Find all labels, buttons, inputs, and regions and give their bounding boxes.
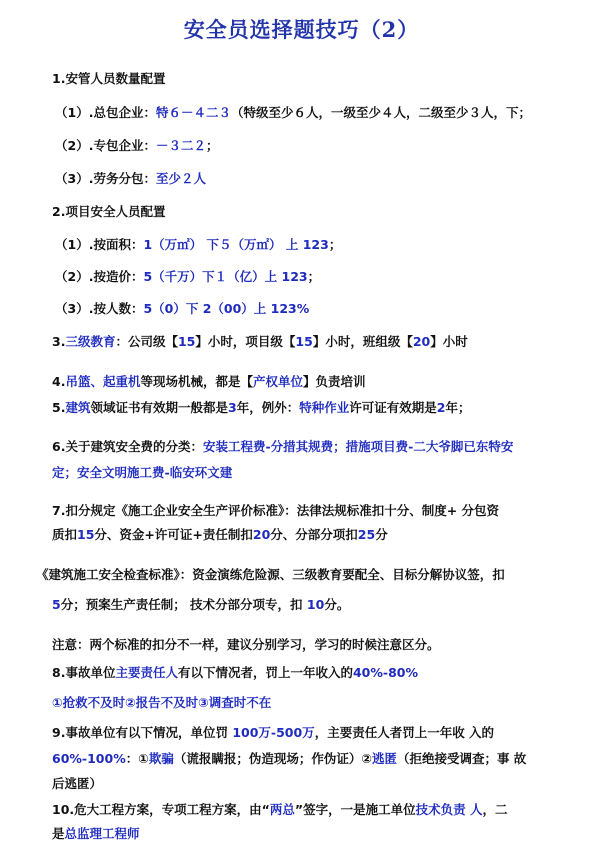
text-segment: ，二: [482, 802, 508, 817]
text-segment: 3.: [52, 334, 66, 349]
text-line: [52, 750, 526, 768]
text-segment: 分、分部分项扣: [270, 527, 358, 542]
text-line: [52, 464, 232, 482]
text-segment: 产权单位: [252, 374, 303, 389]
text-segment: 分；预案生产责任制； 技术分部分项专，扣: [60, 597, 307, 612]
text-line: [52, 373, 366, 391]
text-segment: 两总: [269, 802, 295, 817]
text-line: [52, 636, 440, 654]
text-segment: 主要责任人: [115, 665, 178, 680]
text-segment: （3）.按人数：: [55, 301, 144, 316]
text-segment: 有以下情况者，罚上一年收入的: [177, 665, 353, 680]
text-segment: 20: [252, 527, 271, 542]
text-line: [52, 775, 102, 793]
text-segment: 特种作业: [299, 400, 350, 415]
text-segment: 欺骗: [148, 751, 174, 766]
text-line: [52, 502, 499, 520]
text-segment: 逃匿: [371, 751, 397, 766]
text-line: [52, 333, 468, 351]
text-segment: 至少２人: [155, 171, 206, 186]
text-segment: （2）.专包企业：: [55, 138, 156, 153]
text-segment: ；: [328, 237, 342, 252]
text-segment: 9.事故单位有以下情况，单位罚: [52, 725, 233, 740]
text-segment: 年，例外：: [236, 400, 300, 415]
text-segment: ①抢救不及时②报告不及时③调查时不在: [52, 695, 272, 710]
text-line: [52, 694, 271, 712]
text-line: [52, 664, 418, 682]
text-segment: 注意：两个标准的扣分不一样，建议分别学习，学习的时候注意区分。: [52, 637, 440, 652]
text-segment: 三级教育: [65, 334, 116, 349]
text-segment: （2）.按造价：: [55, 269, 144, 284]
text-segment: ：公司级【: [115, 334, 178, 349]
text-segment: 2: [436, 400, 446, 415]
text-segment: 1.安管人员数量配置: [52, 71, 166, 86]
text-line: [52, 526, 388, 544]
text-line: [52, 70, 165, 88]
text-segment: （3）.劳务分包：: [55, 171, 156, 186]
text-line: [55, 268, 320, 286]
text-segment: （1）.按面积：: [55, 237, 144, 252]
text-segment: 吊篮、起重机: [65, 374, 141, 389]
text-segment: 2.项目安全人员配置: [52, 204, 166, 219]
text-segment: 建筑: [65, 400, 91, 415]
text-segment: 】小时，班组级【: [312, 334, 413, 349]
text-segment: （谎报瞒报；伪造现场；作伪证）②: [173, 751, 372, 766]
text-segment: 15: [295, 334, 313, 349]
text-segment: 是: [52, 826, 65, 841]
text-segment: （1）.总包企业：: [55, 105, 156, 120]
text-segment: ；: [307, 269, 321, 284]
text-segment: －３二２: [155, 138, 206, 153]
text-segment: 5（0）下 2（00）上 123%: [143, 301, 310, 316]
text-segment: 】小时，项目级【: [195, 334, 296, 349]
text-line: [52, 596, 349, 614]
text-segment: 4.: [52, 374, 66, 389]
text-segment: 总监理工程师: [64, 826, 140, 841]
text-segment: 1（万㎡） 下５（万㎡） 上 123: [143, 237, 329, 252]
text-segment: 《建筑施工安全检查标准》：资金演练危险源、三级教育要配全、目标分解协议签，扣: [36, 567, 505, 582]
text-line: [52, 801, 507, 819]
text-segment: 特６－４二３: [155, 105, 231, 120]
text-line: [52, 203, 165, 221]
text-segment: 领域证书有效期一般都是: [90, 400, 228, 415]
text-line: [36, 566, 505, 584]
text-segment: 安装工程费-分措其规费；措施项目费-二大爷脚已东特安: [202, 439, 514, 454]
text-segment: 年；: [445, 400, 471, 415]
text-segment: ；: [205, 138, 219, 153]
text-segment: 分。: [324, 597, 350, 612]
text-segment: （拒绝接受调查；事 故: [396, 751, 527, 766]
text-segment: 5.: [52, 400, 66, 415]
text-segment: 100万-500万: [232, 725, 315, 740]
text-line: [55, 236, 341, 254]
text-segment: 5: [52, 597, 61, 612]
text-segment: 5（千万）下１（亿）上 123: [143, 269, 308, 284]
text-segment: ”签字，一是施工单位: [294, 802, 416, 817]
text-segment: 等现场机械，都是【: [140, 374, 253, 389]
text-line: [55, 104, 531, 122]
text-segment: 3: [227, 400, 237, 415]
text-segment: 分: [375, 527, 388, 542]
text-segment: 40%-80%: [352, 665, 419, 680]
text-segment: 8.事故单位: [52, 665, 116, 680]
text-segment: 15: [77, 527, 95, 542]
text-segment: 20: [412, 334, 431, 349]
text-segment: ：①: [125, 751, 149, 766]
text-segment: 质扣: [52, 527, 78, 542]
text-line: [55, 300, 309, 318]
text-segment: 许可证有效期是: [349, 400, 437, 415]
text-line: [52, 825, 140, 843]
text-line: [55, 137, 218, 155]
text-segment: 定；安全文明施工费-临安环文建: [52, 465, 233, 480]
text-segment: 60%-100%: [52, 751, 126, 766]
text-segment: 10.危大工程方案，专项工程方案，由“: [52, 802, 270, 817]
text-segment: 】负责培训: [303, 374, 366, 389]
page-title: 安全员选择题技巧（2）: [183, 17, 420, 42]
text-segment: 后逃匿）: [52, 776, 103, 791]
text-segment: 15: [177, 334, 196, 349]
text-segment: 25: [357, 527, 376, 542]
text-segment: 6.关于建筑安全费的分类：: [52, 439, 203, 454]
text-segment: （特级至少６人，一级至少４人，二级至少３人，下；: [230, 105, 531, 120]
text-segment: 10: [306, 597, 325, 612]
text-line: [52, 438, 513, 456]
text-segment: 技术负责 人: [415, 802, 483, 817]
text-segment: 分、资金+许可证+责任制扣: [94, 527, 253, 542]
text-segment: 】小时: [430, 334, 468, 349]
text-line: [52, 724, 494, 742]
text-line: [52, 399, 470, 417]
text-line: [55, 170, 206, 188]
text-segment: ，主要责任人者罚上一年收 入的: [314, 725, 495, 740]
text-segment: 7.扣分规定《施工企业安全生产评价标准》：法律法规标准扣十分、制度+ 分包资: [52, 503, 500, 518]
